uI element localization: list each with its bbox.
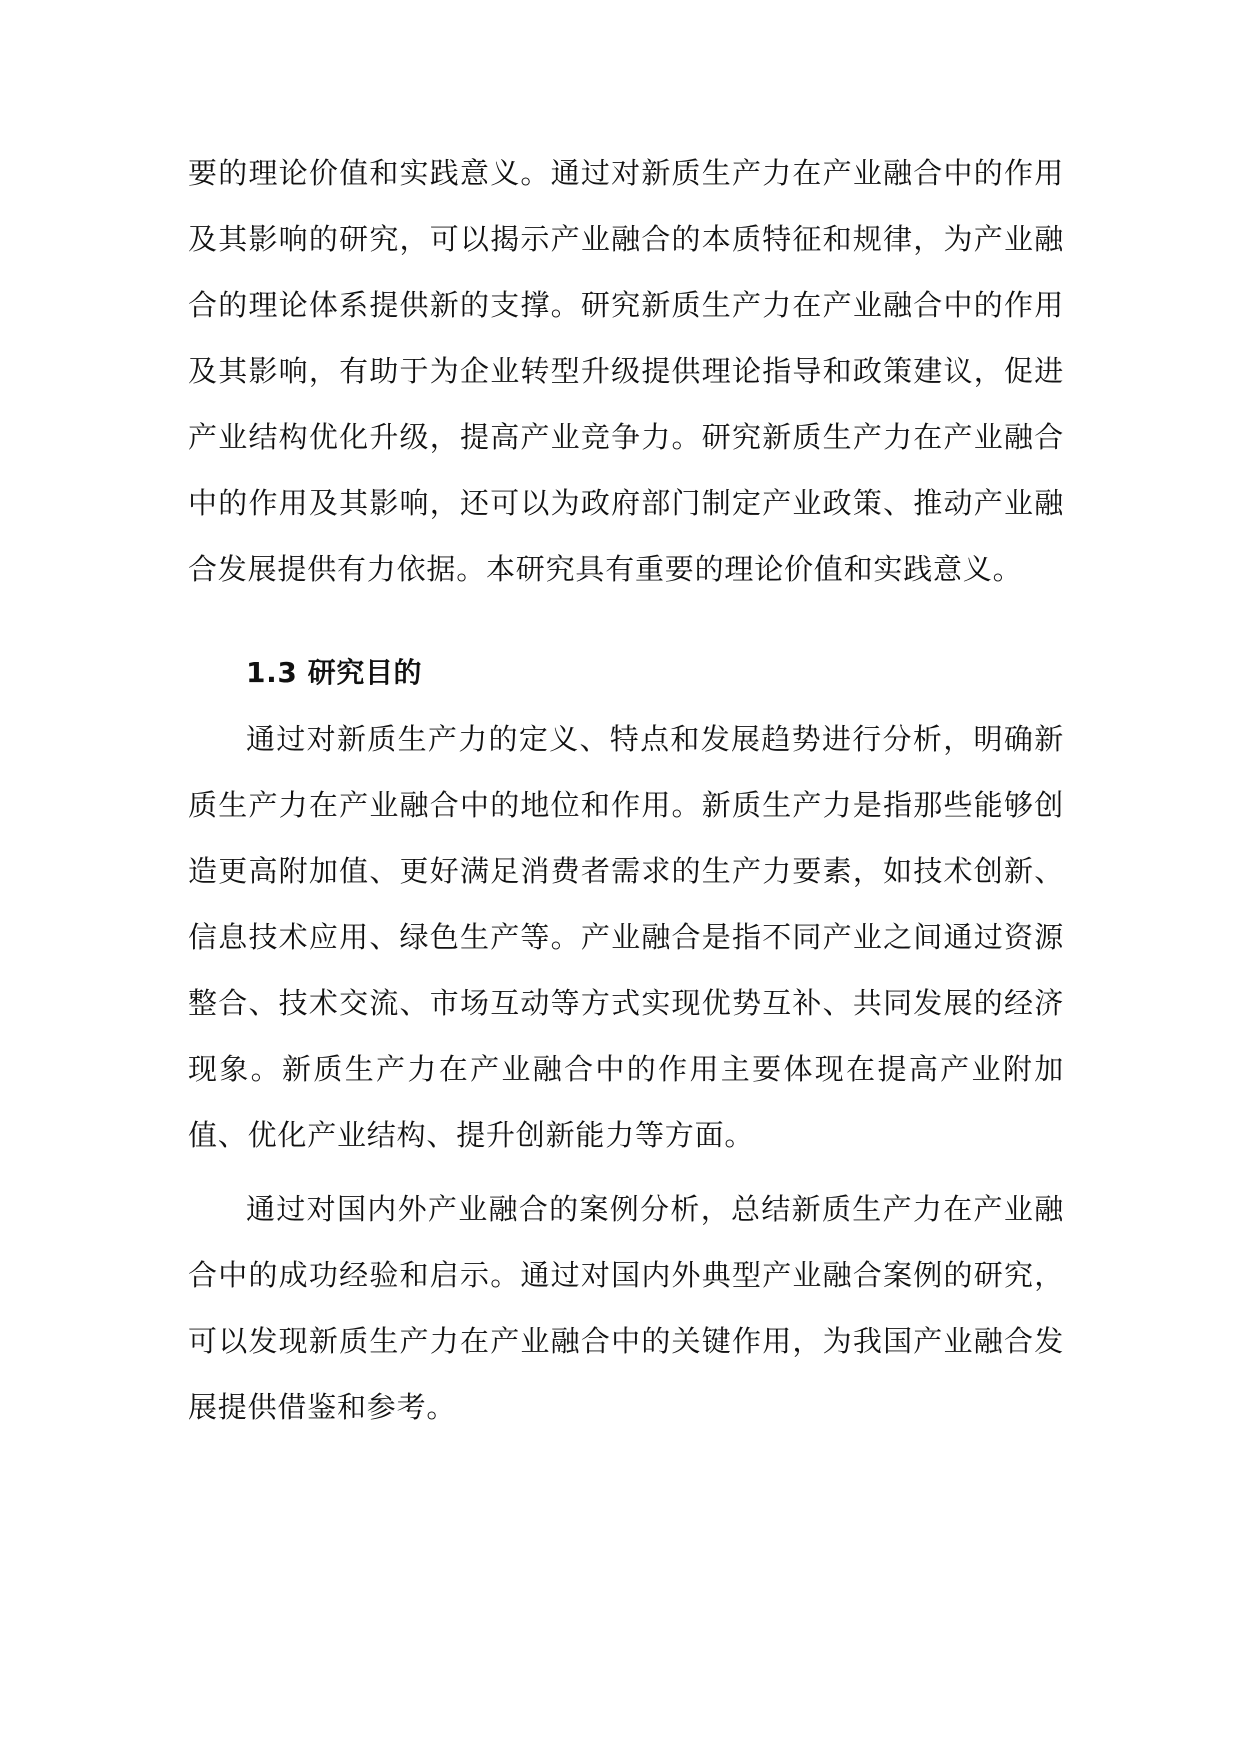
- paragraph-continuation: 要的理论价值和实践意义。通过对新质生产力在产业融合中的作用及其影响的研究，可以揭示产业融合的本质特征和规律，为产业融合的理论体系提供新的支撑。研究新质生产力在产业融合中的作用及其影响，有助于为企业转型升级提供理论指导和政策建议，促进产业结构优化升级，提高产业竞争力。研究新质生产力在产业融合中的作用及其影响，还可以为政府部门制定产业政策、推动产业融合发展提供有力依据。本研究具有重要的理论价值和实践意义。: [188, 156, 1064, 586]
- research-purpose-paragraph-1: 通过对新质生产力的定义、特点和发展趋势进行分析，明确新质生产力在产业融合中的地位和作用。新质生产力是指那些能够创造更高附加值、更好满足消费者需求的生产力要素，如技术创新、信息技术应用、绿色生产等。产业融合是指不同产业之间通过资源整合、技术交流、市场互动等方式实现优势互补、共同发展的经济现象。新质生产力在产业融合中的作用主要体现在提高产业附加值、优化产业结构、提升创新能力等方面。: [188, 722, 1064, 1152]
- document-body: [188, 140, 1064, 1440]
- research-purpose-paragraph-2: 通过对国内外产业融合的案例分析，总结新质生产力在产业融合中的成功经验和启示。通过对国内外典型产业融合案例的研究，可以发现新质生产力在产业融合中的关键作用，为我国产业融合发展提供借鉴和参考。: [188, 1192, 1064, 1424]
- section-heading: 1.3 研究目的: [246, 656, 423, 689]
